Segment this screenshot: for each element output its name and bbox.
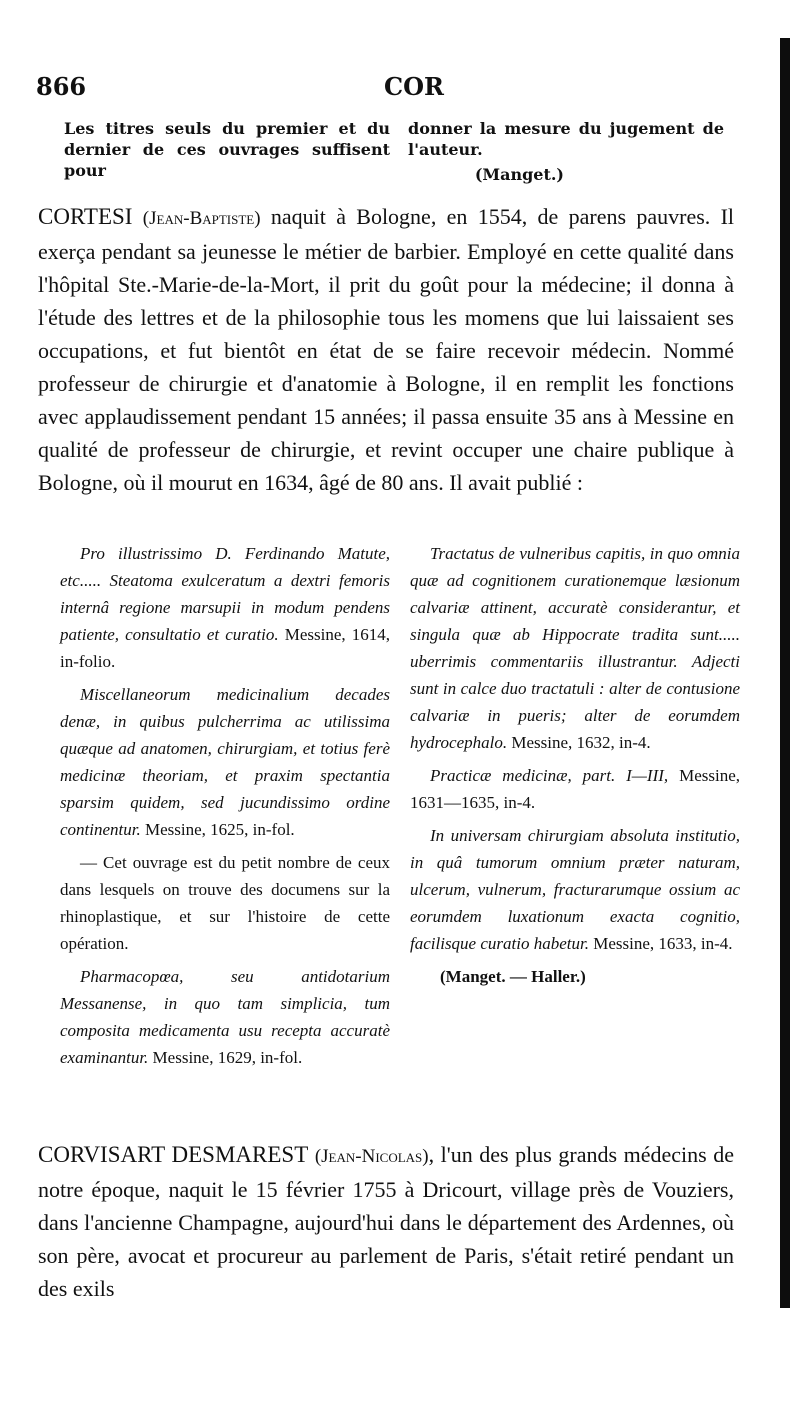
running-title: COR (384, 72, 444, 101)
running-head (36, 72, 726, 106)
entry-corvisart (38, 1138, 734, 1305)
continuation-left-text: Les titres seuls du premier et du dernier de ces ouvrages suffisent pour (64, 119, 390, 180)
entry-body: naquit à Bologne, en 1554, de parens pauvres. Il exerça pendant sa jeunesse le métier de barbier. Employé en cette qualité dans l'hôpital Ste.-Marie-de-la-Mort, il prit du goût pour la médecine; il donna à l'étude des lettres et de la philosophie tous les momens que lui laissaient ses occupations, et fut bientôt en état de se faire recevoir médecin. Nommé professeur de chirurgie et d'anatomie à Bologne, il en remplit les fonctions avec applaudissement pendant 15 années; il passa ensuite 35 ans à Messine en qualité de professeur de chirurgie, et revint occuper une chaire publique à Bologne, où il mourut en 1634, âgé de 80 ans. Il avait publié : (38, 204, 735, 495)
entry-body: , l'un des plus grands médecins de notre époque, naquit le 15 février 1755 à Dricourt, village près de Vouziers, dans l'ancienne Champagne, aujourd'hui dans le département des Ardennes, où son père, avocat et procureur au parlement de Paris, s'était retiré pendant un des exils (38, 1142, 734, 1301)
work-note (60, 849, 390, 957)
work-imprint: Messine, 1631—1635, in-4. (410, 766, 740, 812)
work-item (60, 540, 390, 675)
work-title: Pro illustrissimo D. Ferdinando Matute, etc..... Steatoma exulceratum a dextri femoris internâ regione marsupii in modum pendens patiente, consultatio et curatio. (60, 544, 390, 644)
work-item (410, 822, 740, 957)
work-title: Miscellaneorum medicinalium decades denæ, in quibus pulcherrima ac utilissima quæque ad anatomen, chirurgiam, et totius ferè medicinæ theoriam, et praxim spectantia sparsim quidem, sed jucundissimo ordine continentur. (60, 685, 390, 839)
entry-forename: (Jean-Nicolas) (314, 1146, 429, 1167)
work-item (410, 762, 740, 816)
work-item (410, 540, 740, 756)
work-imprint: Messine, 1614, in-folio. (60, 625, 390, 671)
entry-forename: (Jean-Baptiste) (142, 208, 261, 229)
work-imprint: Messine, 1629, in-fol. (152, 1048, 303, 1067)
works-source: (Manget. — Haller.) (440, 967, 586, 986)
work-item (60, 681, 390, 843)
entry-headword: CORTESI (38, 204, 133, 229)
entry-headword: CORVISART DESMAREST (38, 1142, 309, 1167)
work-title: Tractatus de vulneribus capitis, in quo omnia quæ ad cognitionem curationemque læsionum calvariæ attinent, accuratè considerantur, et singula quæ ab Hippocrate tradita sunt..... uberrimis commentariis illustrantur. Adjecti sunt in calce duo tractatuli : alter de contusione calvariæ in pueris; alter de eorumdem hydrocephalo. (410, 544, 740, 752)
work-title: In universam chirurgiam absoluta institutio, in quâ tumorum omnium præter naturam, ulcerum, vulnerum, fracturarumque ossium ac eorumdem luxationum exacta cognitio, facilisque curatio habetur. (410, 826, 740, 953)
scan-edge-bar (780, 38, 790, 1308)
continuation-source: (Manget.) (474, 165, 564, 184)
work-imprint: Messine, 1633, in-4. (593, 934, 733, 953)
work-title: Pharmacopœa, seu antidotarium Messanense, in quo tam simplicia, tum composita medicamenta usu recepta accuratè examinantur. (60, 967, 390, 1067)
work-item (60, 963, 390, 1071)
work-note-text: — Cet ouvrage est du petit nombre de ceux dans lesquels on trouve des documens sur la rhinoplastique, et sur l'histoire de cette opération. (60, 853, 390, 953)
works-right-column (410, 540, 740, 996)
works-left-column (60, 540, 390, 1077)
entry-cortesi (38, 200, 734, 499)
continuation-right-text: donner la mesure du jugement de l'auteur. (408, 119, 724, 159)
work-imprint: Messine, 1632, in-4. (511, 733, 651, 752)
continuation-left-column (64, 118, 390, 181)
continuation-right-column (408, 118, 724, 185)
page-number: 866 (36, 72, 87, 101)
work-imprint: Messine, 1625, in-fol. (145, 820, 295, 839)
work-title: Practicæ medicinæ, part. I—III, (430, 766, 669, 785)
